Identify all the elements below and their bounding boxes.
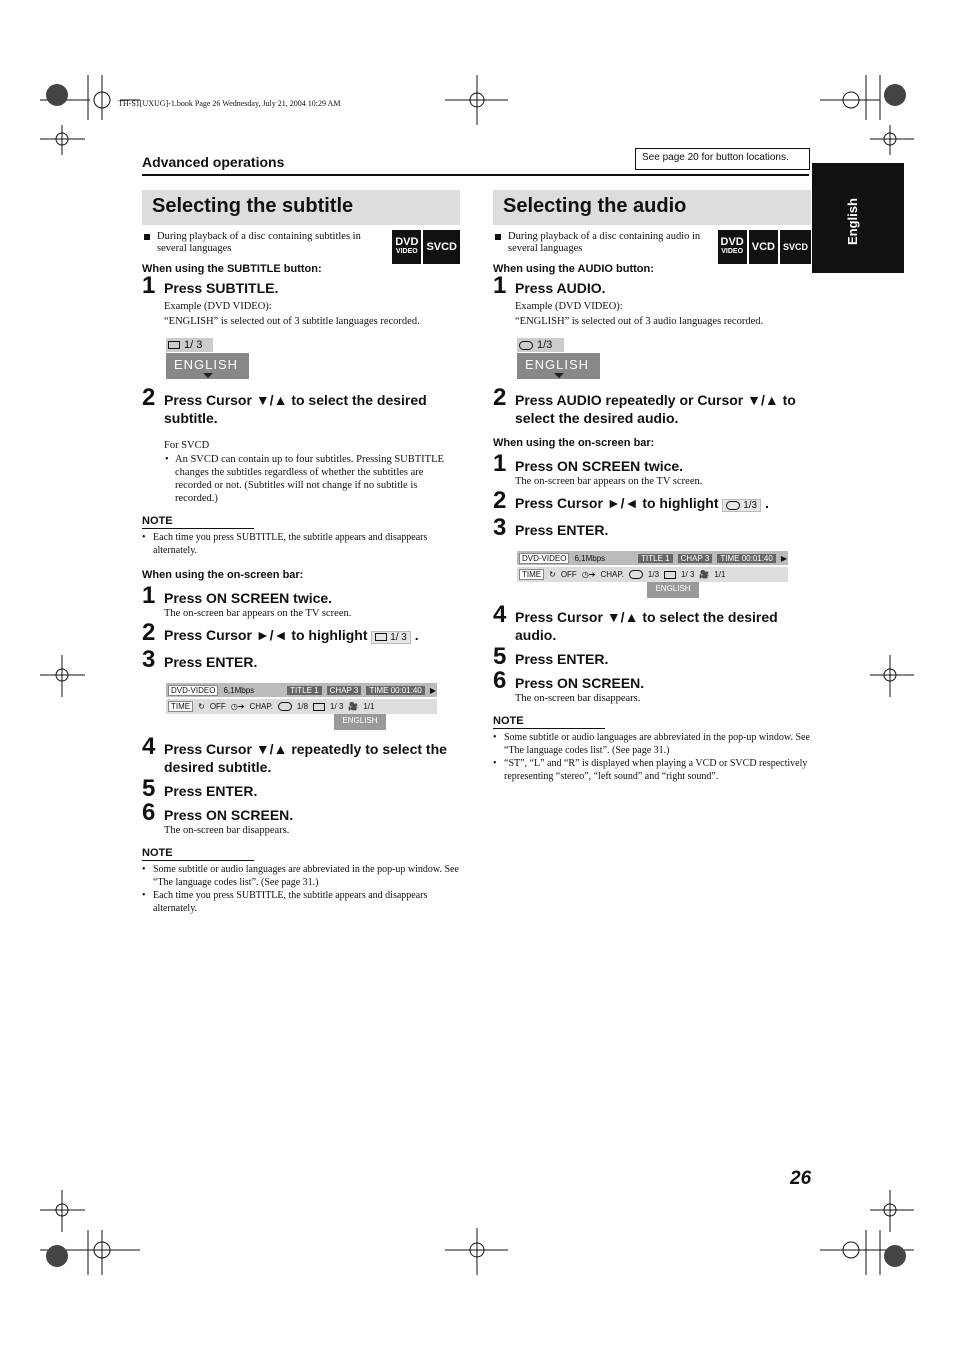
bar-step-1-desc: The on-screen bar appears on the TV screen. [164,608,352,619]
subtitle-intro: During playback of a disc containing subtitles in several languages DVD VIDEO SVCD [142,231,460,255]
subtitle-icon [664,571,676,579]
bar-step-2: 2 Press Cursor ►/◄ to highlight 1/ 3 . [142,619,419,646]
step-1-example: Example (DVD VIDEO): [164,301,272,312]
note-item: • Each time you press SUBTITLE, the subtitle appears and disappears alternately. [142,532,428,556]
angle-icon: 🎥 [348,702,359,711]
bar-step-6: 6 Press ON SCREEN. [142,799,294,826]
bar-step-6: 6 Press ON SCREEN. [493,667,645,694]
play-icon: ▶ [780,553,787,563]
svcd-bullet: • An SVCD can contain up to four subtitles. Pressing SUBTITLE changes the subtitles regardless of whether the subtitles are recorded or not. (Subtitles will not change if no subtitle is recorded.) [165,454,444,504]
audio-button-heading: When using the AUDIO button: [493,263,654,275]
audio-icon [629,570,643,579]
disc-logos [718,230,811,264]
dvd-video-logo: DVD VIDEO [718,230,747,264]
bar-step-6-desc: The on-screen bar disappears. [164,825,290,836]
bar-step-2: 2 Press Cursor ►/◄ to highlight 1/3 . [493,487,769,514]
bar-step-5: 5 Press ENTER. [142,775,258,802]
subtitle-icon [168,341,180,349]
step-2: 2 Press Cursor ▼/▲ to select the desired subtitle. [142,384,427,426]
subtitle-heading: Selecting the subtitle [142,190,460,225]
repeat-icon: ↻ [198,702,205,711]
bar-step-4: 4 Press Cursor ▼/▲ repeatedly to select the desired subtitle. [142,733,447,775]
subtitle-osd: 1/ 3 ENGLISH [166,338,249,379]
svcd-label: For SVCD [164,440,210,451]
see-page-box: See page 20 for button locations. [635,148,810,170]
note-item: • Some subtitle or audio languages are abbreviated in the pop-up window. See “The language codes list”. (See page 31.) [493,732,810,756]
onscreen-bar: DVD-VIDEO 6,1Mbps TITLE 1 CHAP 3 TIME 00:01:40 ▶ TIME ↻ OFF ◷➔ CHAP. 1/3 1/ 3 🎥 1/1 ENGLISH [517,551,788,598]
file-info: TH-S1[UXUG]-1.book Page 26 Wednesday, July 21, 2004 10:29 AM [118,99,341,108]
dvd-video-logo: DVD VIDEO [392,230,421,264]
subtitle-icon [375,633,387,641]
angle-icon: 🎥 [699,570,710,579]
step-1-desc: “ENGLISH” is selected out of 3 audio languages recorded. [515,316,764,327]
play-icon: ▶ [429,685,436,695]
repeat-icon: ↻ [549,570,556,579]
step-1-example: Example (DVD VIDEO): [515,301,623,312]
bar-step-5: 5 Press ENTER. [493,643,609,670]
bar-step-1: 1 Press ON SCREEN twice. [142,582,333,609]
audio-intro: During playback of a disc containing audio in several languages DVD VIDEO VCD SVCD [493,231,811,255]
step-2: 2 Press AUDIO repeatedly or Cursor ▼/▲ to select the desired audio. [493,384,796,426]
audio-icon [726,501,740,510]
audio-column [493,190,811,783]
note-label: NOTE [142,515,254,529]
note-label: NOTE [493,715,605,729]
onscreen-bar: DVD-VIDEO 6,1Mbps TITLE 1 CHAP 3 TIME 00:01:40 ▶ TIME ↻ OFF ◷➔ CHAP. 1/8 1/ 3 🎥 1/1 ENGLISH [166,683,437,730]
step-1-desc: “ENGLISH” is selected out of 3 subtitle languages recorded. [164,316,420,327]
page-number: 26 [790,1168,812,1189]
subtitle-column [142,190,460,915]
note-item: • Each time you press SUBTITLE, the subtitle appears and disappears alternately. [142,890,428,914]
bar-step-6-desc: The on-screen bar disappears. [515,693,641,704]
header-rule [142,174,809,176]
bar-step-3: 3 Press ENTER. [142,646,258,673]
language-tab-label: English [845,198,860,245]
section-title: Advanced operations [142,154,285,170]
step-1: 1 Press SUBTITLE. [142,272,279,299]
svcd-logo: SVCD [780,230,811,264]
clock-icon: ◷➔ [230,702,245,711]
onscreen-heading: When using the on-screen bar: [142,569,304,581]
vcd-logo: VCD [749,230,778,264]
audio-osd: 1/3 ENGLISH [517,338,600,379]
clock-icon: ◷➔ [581,570,596,579]
note-item: • “ST”, “L” and “R” is displayed when playing a VCD or SVCD respectively representing “stereo”, “left sound” and “right sound”. [493,758,808,782]
bar-step-1-desc: The on-screen bar appears on the TV screen. [515,476,703,487]
subtitle-icon [313,703,325,711]
highlight-chip: 1/ 3 [371,631,410,644]
bar-step-1: 1 Press ON SCREEN twice. [493,450,684,477]
language-popup: ENGLISH [334,714,386,730]
svcd-logo: SVCD [423,230,460,264]
note-item: • Some subtitle or audio languages are abbreviated in the pop-up window. See “The language codes list”. (See page 31.) [142,864,459,888]
onscreen-heading: When using the on-screen bar: [493,437,655,449]
disc-logos [392,230,460,264]
subtitle-button-heading: When using the SUBTITLE button: [142,263,322,275]
audio-heading: Selecting the audio [493,190,811,225]
audio-icon [278,702,292,711]
note-label-2: NOTE [142,847,254,861]
step-1: 1 Press AUDIO. [493,272,606,299]
audio-icon [519,341,533,350]
language-popup: ENGLISH [647,582,699,598]
language-tab [812,163,904,273]
highlight-chip: 1/3 [722,499,761,512]
bar-step-4: 4 Press Cursor ▼/▲ to select the desired audio. [493,601,778,643]
bar-step-3: 3 Press ENTER. [493,514,609,541]
